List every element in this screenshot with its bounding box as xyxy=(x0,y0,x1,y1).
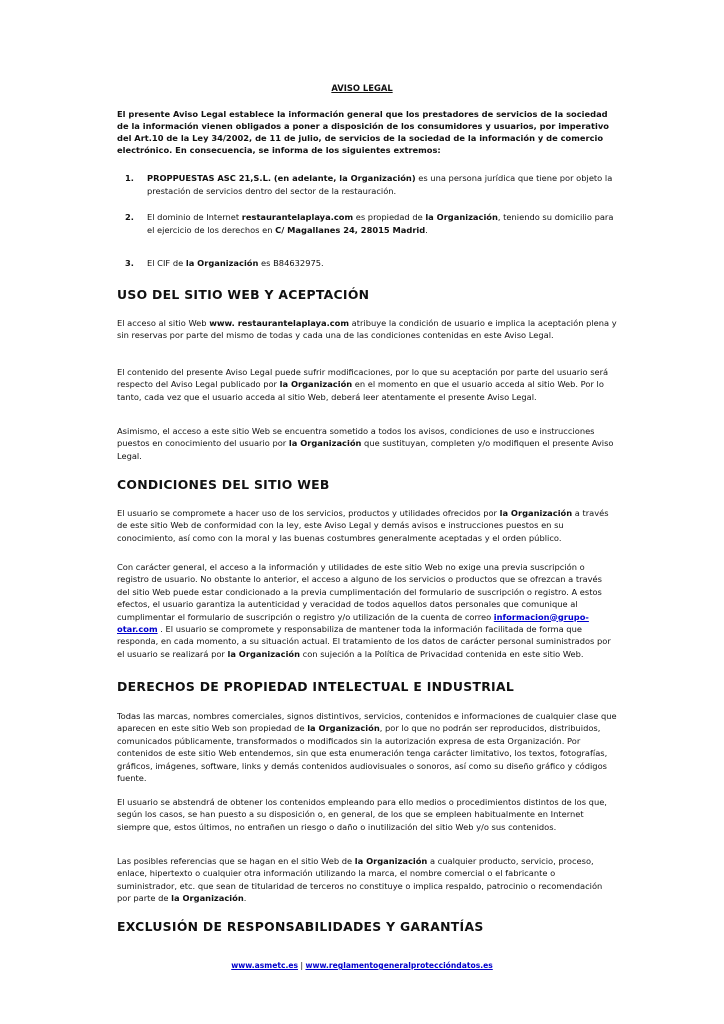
text-segment: El acceso al sitio Web xyxy=(117,318,210,328)
section-heading-exclusion: EXCLUSIÓN DE RESPONSABILIDADES Y GARANTÍAS xyxy=(117,919,484,934)
site-url: www. restaurantelaplaya.com xyxy=(209,318,350,328)
domain-name: restaurantelaplaya.com xyxy=(241,212,354,222)
section-heading-uso: USO DEL SITIO WEB Y ACEPTACIÓN xyxy=(117,287,370,302)
derechos-paragraph-1 xyxy=(117,710,617,784)
text-segment: , teniendo su domicilio para el ejercicio de los derechos en xyxy=(147,212,614,235)
list-text-body: es una persona jurídica que tiene por objeto la prestación de servicios dentro del sector de la restauración. xyxy=(147,173,613,196)
text-segment: a cualquier producto, servicio, proceso, enlace, hipertexto o cualquier otra información utilizando la marca, el nombre comercial o el fabricante o suministrador, etc. que sean de titularidad de terceros no constituye o implica respaldo, patrocinio o recomendación por parte de xyxy=(117,856,603,904)
text-segment: . xyxy=(425,224,428,235)
section-heading-condiciones: CONDICIONES DEL SITIO WEB xyxy=(117,477,330,492)
text-segment: con sujeción a la Política de Privacidad contenida en este sitio Web. xyxy=(300,648,584,659)
list-text xyxy=(147,172,615,197)
text-segment: en el momento en que el usuario acceda al sitio Web. Por lo tanto, cada vez que el usuario acceda al sitio Web, deberá leer atentamente el presente Aviso Legal. xyxy=(117,379,604,402)
text-segment: El contenido del presente Aviso Legal puede sufrir modificaciones, por lo que su aceptación por parte del usuario será respecto del Aviso Legal publicado por xyxy=(117,367,609,390)
cif-number: B84632975 xyxy=(273,258,322,268)
footer-separator: | xyxy=(298,961,306,970)
text-segment: . El usuario se compromete y responsabiliza de mantener toda la información facilitada de forma que responda, en cada momento, a su situación actual. El tratamiento de los datos de carácter personal suministrados por el usuario se realizará por xyxy=(117,624,611,659)
company-name: PROPPUESTAS ASC 21,S.L. (en adelante, la Organización) xyxy=(147,173,416,183)
uso-paragraph-1 xyxy=(117,317,617,342)
uso-paragraph-2 xyxy=(117,366,617,403)
text-segment: El usuario se compromete a hacer uso de los servicios, productos y utilidades ofrecidos por xyxy=(117,508,500,518)
org-name: la Organización xyxy=(307,723,380,734)
text-segment: es propiedad de xyxy=(353,212,426,222)
footer-link-reglamento[interactable]: www.reglamentogeneralproteccióndatos.es xyxy=(305,961,493,970)
list-text xyxy=(147,211,615,236)
footer-link-asmetc[interactable]: www.asmetc.es xyxy=(231,961,299,970)
address: C/ Magallanes 24, 28015 Madrid xyxy=(275,224,426,235)
text-segment: El CIF de xyxy=(147,258,186,268)
text-segment: . xyxy=(321,258,324,268)
org-name: la Organización xyxy=(288,438,362,449)
text-segment: Todas las marcas, nombres comerciales, signos distintivos, servicios, contenidos e informaciones de cualquier clase que aparecen en este sitio Web son propiedad de xyxy=(117,711,617,734)
text-segment: Con carácter general, el acceso a la información y utilidades de este sitio Web no exige una previa suscripción o registro de usuario. No obstante lo anterior, el acceso a alguno de los servicios o productos que se ofrezcan a través del sitio Web puede estar condicionado a la previa cumplimentación del formulario de suscripción o registro. A estos efectos, el usuario garantiza la autenticidad y veracidad de todos aquellos datos personales que comunique al cumplimentar el formulario de suscripción o registro y/o utilización de la cuenta de correo xyxy=(117,562,602,622)
list-number: 1. xyxy=(125,173,134,183)
text-segment: es xyxy=(258,258,274,268)
org-name: la Organización xyxy=(185,258,259,268)
intro-paragraph: El presente Aviso Legal establece la información general que los prestadores de servicios de la sociedad de la información vienen obligados a poner a disposición de los consumidores y usuarios, por imperativo del Art.10 de la Ley 34/2002, de 11 de julio, de servicios de la sociedad de la información y de comercio electrónico. En consecuencia, se informa de los siguientes extremos: xyxy=(117,109,609,155)
text-segment: a través de este sitio Web de conformidad con la ley, este Aviso Legal y demás avisos e instrucciones puestos en su conocimiento, así como con la moral y las buenas costumbres generalmente aceptadas y el orden público. xyxy=(117,508,609,543)
list-number: 3. xyxy=(125,258,134,268)
list-text xyxy=(147,257,615,270)
text-segment: El dominio de Internet xyxy=(147,212,242,222)
document-title: AVISO LEGAL xyxy=(331,83,393,93)
text-segment: que sustituyan, completen y/o modifiquen el presente Aviso Legal. xyxy=(117,438,614,461)
text-segment: atribuye la condición de usuario e implica la aceptación plena y sin reservas por parte del mismo de todas y cada una de las condiciones contenidas en este Aviso Legal. xyxy=(117,318,617,341)
derechos-paragraph-3 xyxy=(117,855,617,905)
org-name: la Organización xyxy=(227,648,301,659)
list-item-1 xyxy=(117,172,615,197)
list-item-2 xyxy=(117,211,615,236)
uso-paragraph-3 xyxy=(117,425,617,462)
org-name: la Organización xyxy=(425,212,498,222)
org-name: la Organización xyxy=(354,856,428,866)
email-link[interactable]: informacion@grupo-otar.com xyxy=(117,611,589,635)
section-heading-derechos: DERECHOS DE PROPIEDAD INTELECTUAL E INDUSTRIAL xyxy=(117,679,515,694)
derechos-paragraph-2: El usuario se abstendrá de obtener los contenidos empleando para ello medios o procedimientos distintos de los que, según los casos, se han puesto a su disposición o, en general, de los que se empleen habitualmente en Internet siempre que, estos últimos, no entrañen un riesgo o daño o inutilización del sitio Web y/o sus contenidos. xyxy=(117,797,607,832)
page-footer xyxy=(0,961,724,970)
org-name: la Organización xyxy=(279,379,353,390)
org-name: la Organización xyxy=(171,893,244,904)
list-item-3 xyxy=(117,257,615,270)
text-segment: Las posibles referencias que se hagan en el sitio Web de xyxy=(117,856,355,866)
text-segment: , por lo que no podrán ser reproducidos, distribuidos, comunicados públicamente, transformados o modificados sin la autorización expresa de esta Organización. Por contenidos de este sitio Web entendemos, sin que esta enumeración tenga carácter limitativo, los textos, fotografías, gráficos, imágenes, software, links y demás contenidos audiovisuales o sonoros, así como su diseño gráfico y códigos fuente. xyxy=(117,723,608,784)
text-segment: Asimismo, el acceso a este sitio Web se encuentra sometido a todos los avisos, condiciones de uso e instrucciones puestos en conocimiento del usuario por xyxy=(117,426,595,449)
list-number: 2. xyxy=(125,212,134,222)
org-name: la Organización xyxy=(499,508,573,518)
text-segment: . xyxy=(243,893,247,904)
condiciones-paragraph-2 xyxy=(117,561,617,660)
condiciones-paragraph-1 xyxy=(117,507,617,544)
